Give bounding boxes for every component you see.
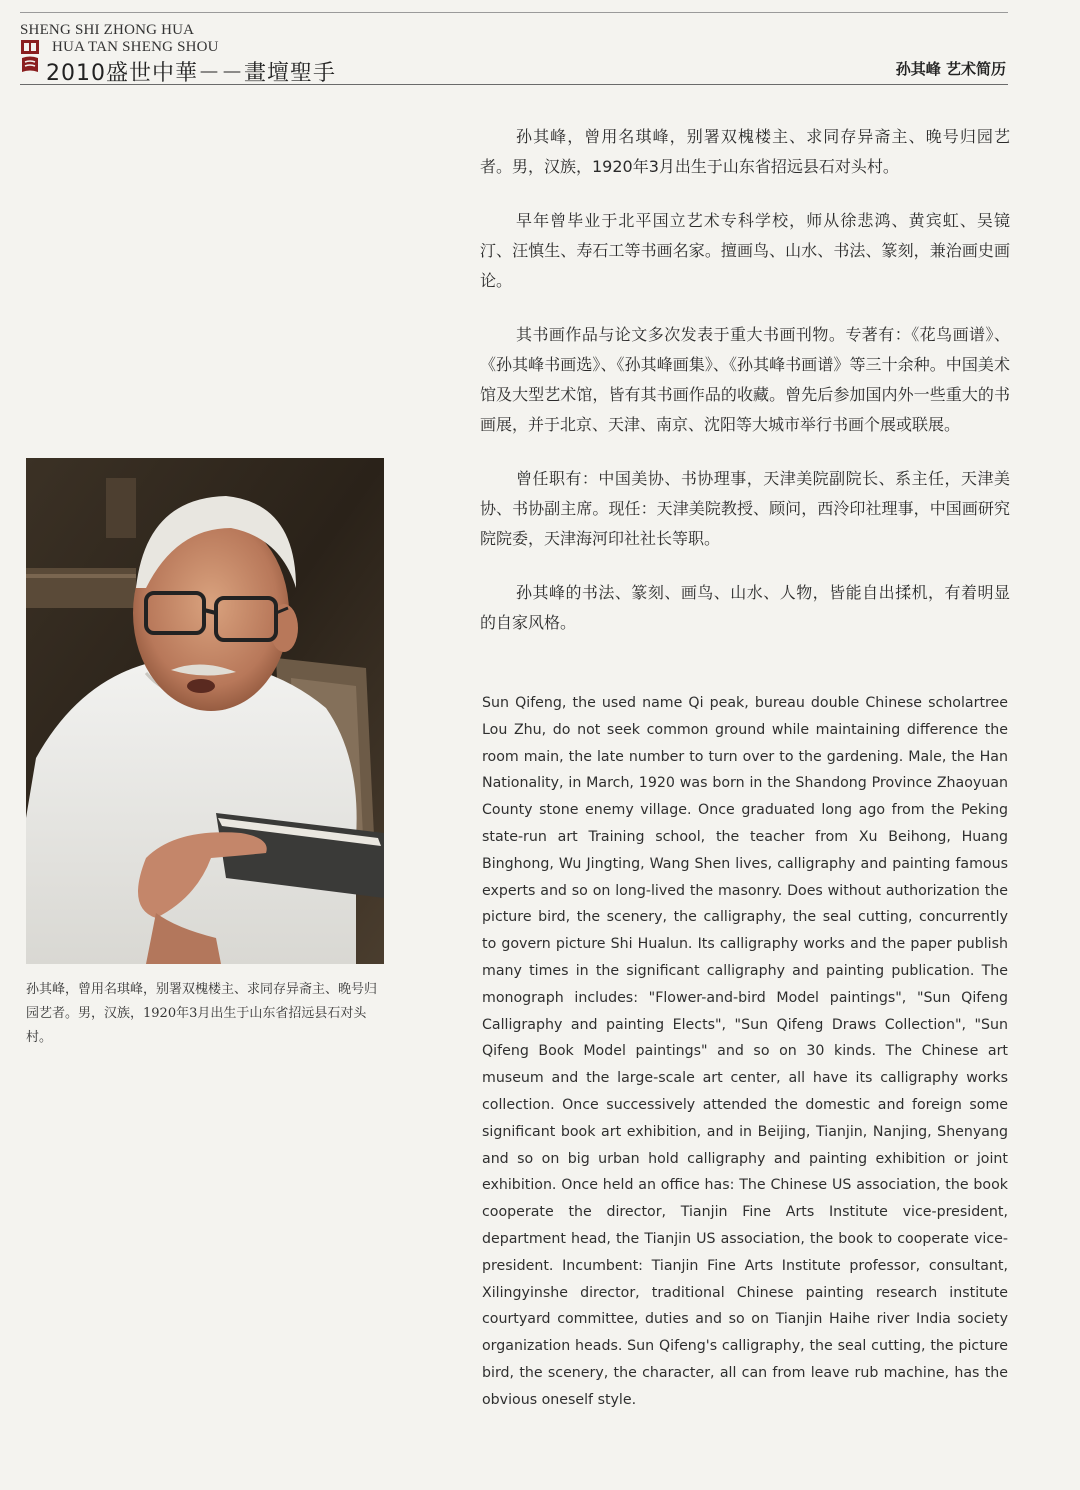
cn-paragraph-4: 曾任职有：中国美协、书协理事，天津美院副院长、系主任，天津美协、书协副主席。现任：天津美院教授、顾问，西泠印社理事，中国画研究院院委，天津海河印社社长等职。	[480, 469, 1010, 548]
top-rule	[20, 12, 1008, 13]
magazine-title: 2010盛世中華－－畫壇聖手	[46, 61, 336, 86]
cn-paragraph-5: 孙其峰的书法、篆刻、画鸟、山水、人物，皆能自出揉机，有着明显的自家风格。	[480, 583, 1010, 632]
english-biography: Sun Qifeng, the used name Qi peak, bureau double Chinese scholartree Lou Zhu, do not seek common ground while maintaining difference the room main, the late number to turn over to the gardening. Male, the Han Nationality, in March, 1920 was born in the Shandong Province Zhaoyuan County stone enemy village. Once graduated long ago from the Peking state-run art Training school, the teacher from Xu Beihong, Huang Binghong, Wu Jingting, Wang Shen lives, calligraphy and painting famous experts and so on long-lived the masonry. Does without authorization the picture bird, the scenery, the calligraphy, the seal cutting, concurrently to govern picture Shi Hualun. Its calligraphy works and the paper publish many times in the significant calligraphy and painting publication. The monograph includes: "Flower-and-bird Model paintings", "Sun Qifeng Calligraphy and painting Elects", "Sun Qifeng Draws Collection", "Sun Qifeng Book Model paintings" and so on 30 kinds. The Chinese art museum and the large-scale art center, all have its calligraphy works collection. Once successively attended the domestic and foreign some significant book art exhibition, and in Beijing, Tianjin, Nanjing, Shenyang and so on big urban hold calligraphy and painting exhibition or joint exhibition. Once held an office has: The Chinese US association, the book cooperate the director, Tianjin Fine Arts Institute vice-president, department head, the Tianjin US association, the book to cooperate vice-president. Incumbent: Tianjin Fine Arts Institute professor, consultant, Xilingyinshe director, traditional Chinese painting research institute courtyard committee, duties and so on Tianjin Haihe river India society organization heads. Sun Qifeng's calligraphy, the seal cutting, the picture bird, the scenery, the character, all can from leave rub machine, has the obvious oneself style.	[482, 695, 1008, 1408]
seal-logo-icon	[20, 38, 40, 74]
section-title: 孙其峰 艺术简历	[895, 60, 1006, 78]
photo-caption: 孙其峰，曾用名琪峰，别署双槐楼主、求同存异斋主、晚号归园艺者。男，汉族，1920年3月出生于山东省招远县石对头村。	[26, 982, 378, 1045]
brand-english-line-1: SHENG SHI ZHONG HUA	[20, 22, 195, 38]
cn-paragraph-3: 其书画作品与论文多次发表于重大书画刊物。专著有：《花鸟画谱》、《孙其峰书画选》、《孙其峰画集》、《孙其峰书画谱》等三十余种。中国美术馆及大型艺术馆，皆有其书画作品的收藏。曾先后参加国内外一些重大的书画展，并于北京、天津、南京、沈阳等大城市举行书画个展或联展。	[480, 325, 1010, 434]
cn-paragraph-2: 早年曾毕业于北平国立艺术专科学校，师从徐悲鸿、黄宾虹、吴镜汀、汪慎生、寿石工等书画名家。擅画鸟、山水、书法、篆刻，兼治画史画论。	[480, 211, 1010, 290]
chinese-biography	[480, 122, 1010, 662]
portrait-photo	[26, 458, 384, 964]
header-rule	[20, 84, 1008, 85]
portrait-illustration	[26, 458, 384, 964]
cn-paragraph-1: 孙其峰，曾用名琪峰，别署双槐楼主、求同存异斋主、晚号归园艺者。男，汉族，1920年3月出生于山东省招远县石对头村。	[480, 127, 1010, 176]
brand-english-line-2: HUA TAN SHENG SHOU	[52, 39, 219, 55]
